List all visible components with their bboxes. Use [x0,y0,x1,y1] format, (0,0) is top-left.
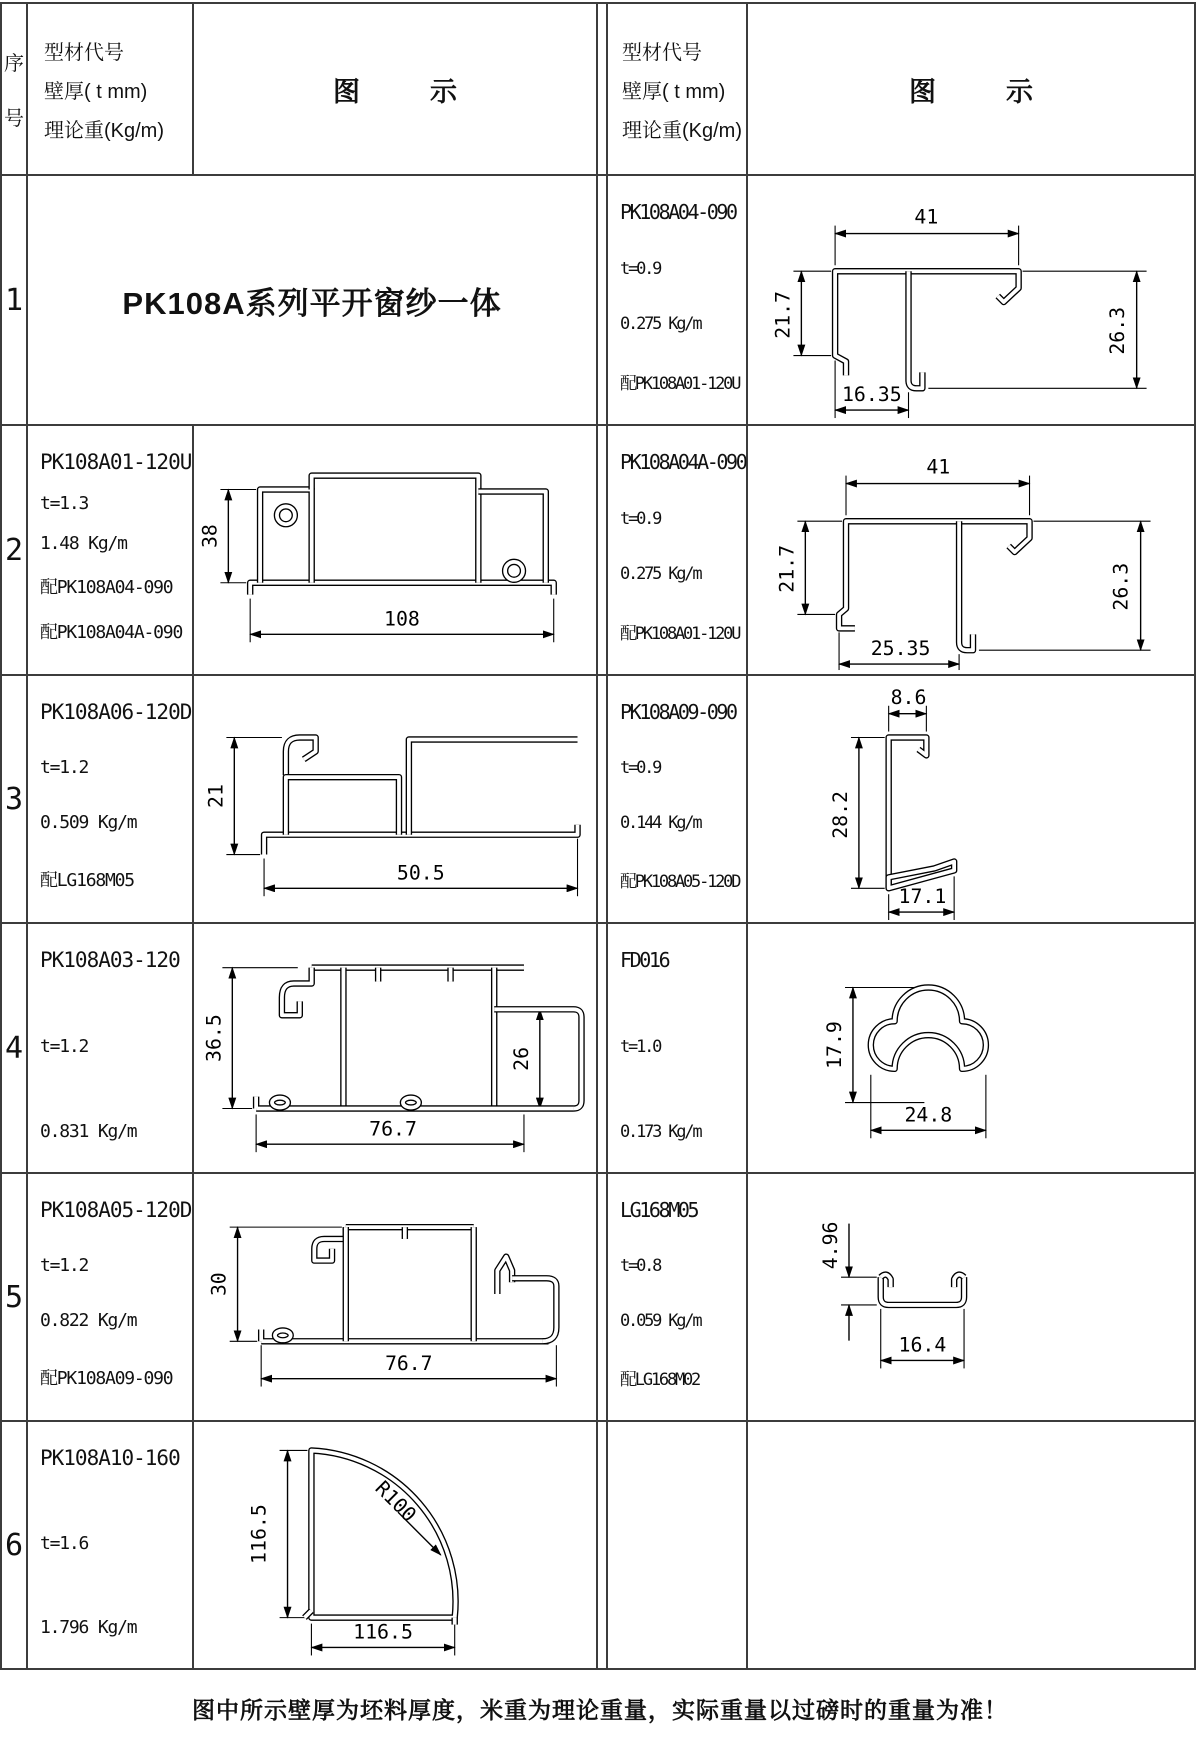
header-diagram-char-1: 图 [333,76,360,107]
profile-match: 配PK108A01-120U [620,374,740,394]
profile-weight: 0.509 Kg/m [40,811,137,833]
empty-cell-right-6-drawing [748,1422,1194,1668]
serial-1: 1 [2,176,28,426]
dim-label-left-height: 21.7 [775,544,799,593]
drawing-cell-left-3 [194,676,598,924]
profile-drawing-left-3 [194,676,596,922]
header-serial-char-2: 号 [4,108,24,130]
dim-label-right-height: 26 [509,1046,533,1071]
dim-label-width: 76.7 [369,1117,417,1141]
drawing-cell-right-1 [748,176,1194,426]
serial-2: 2 [2,426,28,676]
serial-4: 4 [2,924,28,1174]
series-title: PK108A系列平开窗纱一体 [122,285,502,321]
profile-thickness: t=1.2 [40,757,89,779]
header-diagram-left [194,4,598,176]
drawing-cell-left-6 [194,1422,598,1668]
profile-weight: 0.144 Kg/m [620,812,701,833]
profile-table [0,2,1196,1670]
group-separator [598,1422,608,1668]
header-serial-column [2,4,28,176]
group-separator [598,676,608,924]
dim-label-width: 116.5 [353,1620,414,1644]
profile-drawing-left-4 [194,924,596,1172]
profile-thickness: t=1.3 [40,493,89,514]
dim-label-height: 30 [207,1272,231,1297]
dim-label-width: 50.5 [396,861,445,885]
dim-label-right-height: 26.3 [1109,562,1133,611]
group-separator [598,426,608,676]
profile-match: 配LG168M05 [40,869,134,891]
profile-thickness: t=1.2 [40,1255,89,1277]
profile-weight: 0.275 Kg/m [620,564,701,584]
profile-info-left-4 [28,924,194,1174]
header-serial-char-1: 序 [4,53,24,75]
dim-label-radius: R100 [370,1476,421,1527]
profile-match: 配PK108A04A-090 [40,622,183,643]
header-diagram-char-2: 示 [430,76,457,107]
dim-label-height: 36.5 [202,1014,226,1062]
group-separator [598,4,608,176]
page-footnote: 图中所示壁厚为坯料厚度，米重为理论重量，实际重量以过磅时的重量为准！ [192,1697,1008,1723]
profile-weight: 1.48 Kg/m [40,533,127,554]
header-spec-line2: 壁厚( t mm) [622,80,726,103]
profile-info-right-2 [608,426,748,676]
dim-label-bottom-width: 16.35 [841,383,902,407]
profile-thickness: t=1.6 [40,1533,89,1554]
serial-3: 3 [2,676,28,924]
profile-thickness: t=1.0 [620,1037,661,1057]
profile-info-left-5 [28,1174,194,1422]
profile-drawing-right-5 [748,1174,1194,1420]
group-separator [598,924,608,1174]
dim-label-height: 21 [204,784,228,808]
header-spec-line1: 型材代号 [622,41,702,64]
profile-thickness: t=0.8 [620,1256,661,1277]
drawing-cell-left-5 [194,1174,598,1422]
dim-label-top-width: 41 [926,455,951,479]
profile-info-right-3 [608,676,748,924]
header-spec-line2: 壁厚( t mm) [44,80,148,103]
profile-match: 配PK108A01-120U [620,624,740,644]
profile-drawing-right-4 [748,924,1194,1172]
profile-thickness: t=0.9 [620,259,661,279]
dim-label-width: 24.8 [904,1103,953,1127]
profile-match: 配PK108A04-090 [40,577,173,598]
series-title-cell [28,176,598,426]
profile-weight: 1.796 Kg/m [40,1617,137,1638]
profile-code: LG168M05 [620,1198,698,1222]
drawing-cell-right-3 [748,676,1194,924]
profile-drawing-left-6 [194,1422,596,1668]
header-spec-line3: 理论重(Kg/m) [44,119,164,142]
dim-label-bottom-width: 25.35 [870,637,931,661]
drawing-cell-left-2 [194,426,598,676]
profile-code: PK108A09-090 [620,700,736,724]
dim-label-width: 76.7 [385,1351,433,1375]
profile-info-left-3 [28,676,194,924]
drawing-cell-right-2 [748,426,1194,676]
serial-5: 5 [2,1174,28,1422]
profile-code: FD016 [620,948,669,972]
drawing-cell-left-4 [194,924,598,1174]
profile-drawing-right-2 [748,426,1194,674]
profile-code: PK108A06-120D [40,700,192,724]
profile-weight: 0.173 Kg/m [620,1122,701,1142]
profile-match: 配PK108A05-120D [620,871,740,892]
dim-label-top-width: 8.6 [890,685,927,709]
header-spec-line3: 理论重(Kg/m) [622,119,742,142]
profile-code: PK108A10-160 [40,1446,180,1470]
profile-code: PK108A03-120 [40,948,180,972]
profile-info-right-5 [608,1174,748,1422]
profile-thickness: t=0.9 [620,758,661,779]
profile-code: PK108A05-120D [40,1198,192,1222]
profile-code: PK108A01-120U [40,450,192,474]
dim-label-height: 116.5 [247,1504,271,1564]
header-spec-line1: 型材代号 [44,41,124,64]
profile-match: 配LG168M02 [620,1369,700,1390]
profile-info-left-6 [28,1422,194,1668]
profile-weight: 0.059 Kg/m [620,1310,701,1331]
group-separator [598,176,608,426]
profile-drawing-right-1 [748,176,1194,424]
profile-drawing-left-5 [194,1174,596,1420]
drawing-cell-right-4 [748,924,1194,1174]
header-spec-right [608,4,748,176]
profile-info-right-1 [608,176,748,426]
profile-match: 配PK108A09-090 [40,1367,173,1389]
dim-label-height: 38 [198,524,222,549]
drawing-cell-right-5 [748,1174,1194,1422]
header-diagram-right [748,4,1194,176]
empty-cell-right-6-info [608,1422,748,1668]
profile-code: PK108A04-090 [620,200,736,224]
dim-label-width: 16.4 [898,1333,947,1357]
profile-info-right-4 [608,924,748,1174]
header-diagram-char-1: 图 [909,76,936,107]
profile-info-left-2 [28,426,194,676]
profile-weight: 0.275 Kg/m [620,314,701,334]
profile-thickness: t=0.9 [620,509,661,529]
dim-label-height: 28.2 [829,790,853,839]
dim-label-height: 17.9 [823,1021,847,1069]
header-diagram-char-2: 示 [1006,76,1033,107]
profile-weight: 0.831 Kg/m [40,1121,137,1142]
header-spec-left [28,4,194,176]
group-separator [598,1174,608,1422]
dim-label-width: 108 [384,607,420,631]
dim-label-left-height: 21.7 [771,290,795,339]
serial-6: 6 [2,1422,28,1668]
profile-drawing-right-3 [748,676,1194,922]
profile-thickness: t=1.2 [40,1036,89,1057]
profile-drawing-left-2 [194,426,596,674]
profile-weight: 0.822 Kg/m [40,1309,137,1331]
dim-label-top-width: 41 [914,205,939,229]
dim-label-bottom-width: 17.1 [898,885,947,909]
dim-label-height: 4.96 [819,1221,843,1270]
dim-label-right-height: 26.3 [1105,306,1129,355]
profile-code: PK108A04A-090 [620,450,746,474]
